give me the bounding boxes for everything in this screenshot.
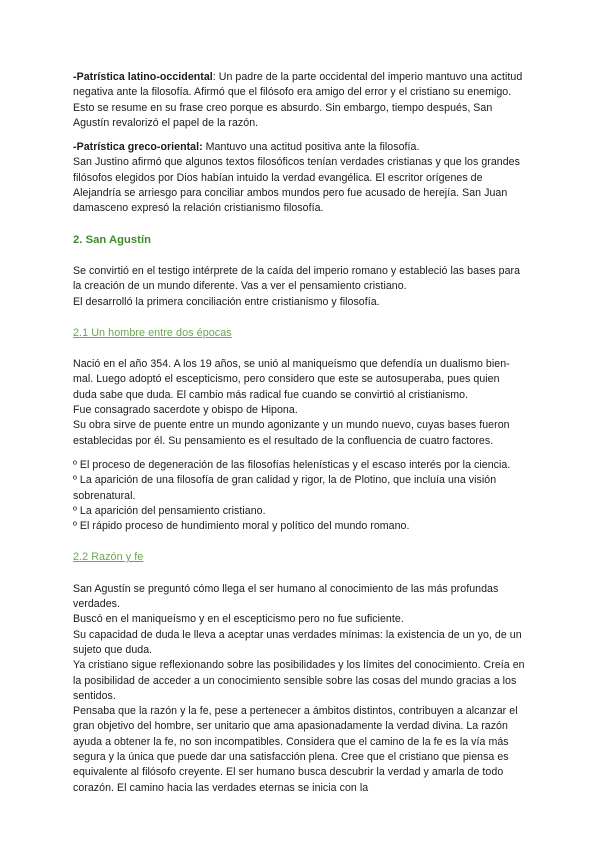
epocas-paragraph-1: Nació en el año 354. A los 19 años, se unió al maniqueísmo que defendía un dualismo bien-mal. Luego adoptó el escepticismo, pero considero que este se autosuperaba, pues quien duda sabe que duda. El cambio más radical fue cuando se convirtió al cristianismo. [73,358,510,401]
factor-item: º La aparición de una filosofía de gran calidad y rigor, la de Plotino, que incluía una visión sobrenatural. [73,474,497,502]
latin-text: : Un padre de la parte occidental del imperio mantuvo una actitud negativa ante la filosofía. Afirmó que el filósofo era amigo del error y el cristiano su enemigo. Esto se resume en su frase creo porque es absurdo. Sin embargo, tiempo después, San Agustín revalorizó el papel de la razón. [73,71,523,129]
razon-paragraph-3: Su capacidad de duda le lleva a aceptar unas verdades mínimas: la existencia de un yo, de un sujeto que duda. [73,628,522,656]
razon-paragraph-4: Ya cristiano sigue reflexionando sobre las posibilidades y los límites del conocimiento. Creía en la posibilidad de acceder a un conocimiento sensible sobre las cosas del mundo gracias a los sentidos. [73,659,525,702]
agustin-intro-2: El desarrolló la primera conciliación entre cristianismo y filosofía. [73,295,380,308]
razon-paragraph-5: Pensaba que la razón y la fe, pese a pertenecer a ámbitos distintos, contribuyen a alcanzar el gran objetivo del hombre, ser unitario que ama apasionadamente la verdad divina. La razón ayuda a obtener la fe, no son incompatibles. Considera que el camino de la fe es la vía más segura y la única que puede dar una satisfacción plena. Cree que el cristiano que piensa es equivalente al filósofo creyente. El ser humano busca descubrir la verdad y amarla de todo corazón. El camino hacia las verdades eternas se inicia con la [73,705,518,794]
factor-item: º La aparición del pensamiento cristiano. [73,504,266,517]
latin-label: -Patrística latino-occidental [73,71,213,83]
section-heading-san-agustin: 2. San Agustín [73,233,151,246]
epocas-paragraph-3: Su obra sirve de puente entre un mundo agonizante y un mundo nuevo, cuyas bases fueron establecidas por él. Su pensamiento es el resultado de la confluencia de cuatro factores. [73,419,510,447]
latin-paragraph [73,70,526,131]
razon-paragraph-1: San Agustín se preguntó cómo llega el ser humano al conocimiento de las más profundas verdades. [73,582,499,611]
factor-item: º El rápido proceso de hundimiento moral y político del mundo romano. [73,520,410,533]
factor-item: º El proceso de degeneración de las filosofías helenísticas y el escaso interés por la ciencia. [73,458,511,471]
epocas-paragraph-2: Fue consagrado sacerdote y obispo de Hipona. [73,404,298,417]
subsection-heading-razon-fe: 2.2 Razón y fe [73,551,144,564]
agustin-intro-1: Se convirtió en el testigo intérprete de la caída del imperio romano y estableció las bases para la creación de un mundo diferente. Vas a ver el pensamiento cristiano. [73,264,521,293]
subsection-heading-dos-epocas: 2.1 Un hombre entre dos épocas [73,326,232,339]
greco-paragraph [73,140,526,155]
greco-body: San Justino afirmó que algunos textos filosóficos tenían verdades cristianas y que los grandes filósofos elegidos por Dios habían intuido la verdad evangélica. El escritor orígenes de Alejandría se arriesgo para conciliar ambos mundos pero fue acusado de herejía. San Juan damasceno expresó la relación cristianismo filosofía. [73,156,520,215]
razon-paragraph-2: Buscó en el maniqueísmo y en el escepticismo pero no fue suficiente. [73,613,404,626]
greco-label: -Patrística greco-oriental: [73,141,203,154]
greco-text: Mantuvo una actitud positiva ante la filosofía. [202,141,420,154]
